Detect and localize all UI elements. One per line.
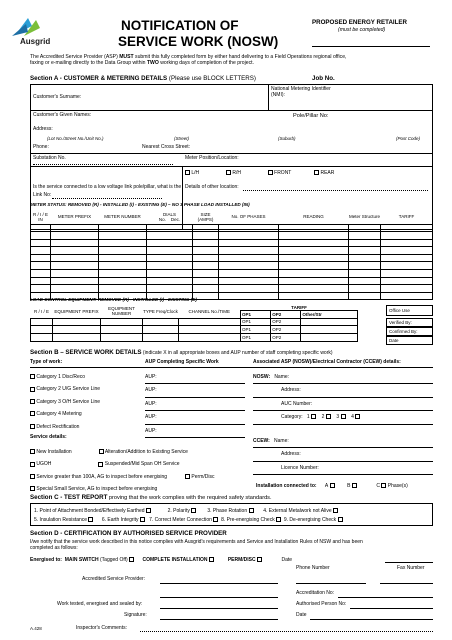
authorised-person-field[interactable] — [350, 608, 433, 609]
alteration-checkbox[interactable] — [99, 449, 104, 454]
authorised-person-label: Authorised Person No: — [296, 601, 347, 607]
cat2-checkbox[interactable] — [30, 387, 35, 392]
cat3-checkbox[interactable] — [30, 399, 35, 404]
col-meter-number: METER NUMBER — [104, 214, 141, 220]
address-label: Address: — [33, 126, 53, 132]
signature-field[interactable] — [160, 619, 278, 620]
meter-status-table — [30, 210, 433, 300]
table-row[interactable] — [31, 285, 433, 293]
accreditation-label: Accreditation No: — [296, 590, 335, 596]
greater-100a-checkbox[interactable] — [30, 474, 35, 479]
assoc-label: Associated ASP (NOSW)/Electrical Contractor (CCEW) details: — [253, 359, 401, 365]
intro-text: The Accredited Service Provider (ASP) MUST submit this fully completed form by either hand delivering to a Field Operations regional office, faxing or e-mailing directly to the Data Group within TWO working days of completion of the project. — [30, 54, 347, 66]
test7-checkbox[interactable] — [213, 517, 218, 522]
lc-col-rie: R / I / E — [33, 308, 49, 314]
phase-c-checkbox[interactable] — [381, 483, 386, 488]
table-row[interactable] — [31, 277, 433, 285]
installation-connected: Installation connected to: A B C Phase(s) — [256, 482, 408, 489]
date-field[interactable] — [385, 562, 433, 563]
aup-col-label: AUP Completing Specific Work — [145, 359, 219, 365]
work-types: Category 1 Disc/Reco Category 2 U/G Service Line Category 3 O/H Service Line Category 4 Metering Defect Rectification — [30, 371, 100, 433]
job-no-label: Job No. — [312, 75, 335, 82]
test4-checkbox[interactable] — [333, 508, 338, 513]
defect-checkbox[interactable] — [30, 424, 35, 429]
date2-field[interactable] — [310, 619, 433, 620]
form-title: NOTIFICATION OF SERVICE WORK (NOSW) — [118, 18, 279, 50]
link-no-field[interactable] — [52, 198, 162, 199]
signature-label: Signature: — [124, 612, 147, 618]
col-size: SIZE (AMPS) — [197, 211, 214, 222]
table-row[interactable] — [31, 232, 433, 240]
aup-fields: AUP: AUP: AUP: AUP: AUP: — [145, 371, 245, 438]
table-row[interactable] — [31, 239, 433, 247]
lh-checkbox[interactable] — [185, 170, 190, 175]
lc-col-tariff: TARIFF — [291, 305, 307, 310]
retailer-label: PROPOSED ENERGY RETAILER — [312, 19, 408, 26]
load-control-table: R / I / E EQUIPMENT PREFIX EQUIPMENT NUMBER TYPE Freq/Clock CHANNEL No./TIME TARIFF OP1 OP2 Other/Str OP1 OP2 OP1 OP2 OP1 OP2 — [30, 305, 358, 342]
col-reading: READING — [303, 214, 324, 220]
office-use-box: Office Use Verified By: Confirmed By: Date — [386, 305, 433, 345]
addr-street-hint: (Street) — [174, 136, 190, 141]
col-tariff: TARIFF — [398, 214, 415, 220]
category-3-checkbox[interactable] — [341, 414, 346, 419]
table-row[interactable]: OP1 OP2 — [31, 333, 358, 341]
table-row[interactable] — [31, 262, 433, 270]
test1-checkbox[interactable] — [146, 508, 151, 513]
form-number: A.428 — [30, 626, 42, 631]
suspended-checkbox[interactable] — [98, 462, 103, 467]
table-row[interactable]: OP1 OP2 — [31, 326, 358, 334]
retailer-sub: (must be completed) — [338, 27, 386, 33]
table-row[interactable] — [31, 254, 433, 262]
new-install-checkbox[interactable] — [30, 449, 35, 454]
phase-b-checkbox[interactable] — [352, 483, 357, 488]
link-no-label: Link No: — [33, 192, 52, 198]
other-location-label: Details of other location: — [185, 184, 239, 190]
test2-checkbox[interactable] — [191, 508, 196, 513]
table-row[interactable]: OP1 OP2 — [31, 318, 358, 326]
perm-disc-checkbox[interactable] — [185, 474, 190, 479]
addr-post-hint: (Post Code) — [396, 136, 421, 141]
work-tested-field[interactable] — [160, 608, 278, 609]
rh-checkbox[interactable] — [226, 170, 231, 175]
nmi-label: National Metering Identifier (NMI): — [271, 86, 331, 98]
energised-to: Energised to: MAIN SWITCH (Tagged Off) COMPLETE INSTALLATION PERM/DISC Date — [30, 556, 293, 563]
ccew-fields: CCEW: Name: Address: Licence Number: — [253, 435, 433, 475]
fax-number-label: Fax Number — [397, 565, 425, 571]
col-structure: Meter Structure — [348, 214, 380, 220]
inspector-comments-field[interactable] — [140, 631, 433, 632]
test-report-box: 1. Point of Attachment Bonded/Effectively Earthed 2. Polarity 3. Phase Rotation 4. External Metalwork not Alive 5. Insulation Resistance 6. Earth Integrity 7. Correct Meter Connection 8. Pre-energising Check 9. De-energising Check — [30, 503, 433, 526]
phone-field[interactable] — [296, 583, 366, 584]
cat1-checkbox[interactable] — [30, 374, 35, 379]
section-d-title: Section D - CERTIFICATION BY AUTHORISED SERVICE PROVIDER — [30, 530, 227, 537]
other-location-field[interactable] — [243, 190, 428, 191]
rear-checkbox[interactable] — [314, 170, 319, 175]
col-meter-prefix: METER PREFIX — [57, 214, 92, 220]
cat4-checkbox[interactable] — [30, 411, 35, 416]
lc-col-prefix: EQUIPMENT PREFIX — [54, 308, 99, 314]
logo-text: Ausgrid — [20, 37, 51, 46]
category-4-checkbox[interactable] — [355, 414, 360, 419]
table-row[interactable] — [31, 247, 433, 255]
substation-field[interactable] — [33, 164, 173, 165]
accreditation-field[interactable] — [338, 597, 433, 598]
inspector-comments-label: Inspector's Comments: — [76, 625, 127, 631]
meter-status-title: METER STATUS: REMOVED (R) - INSTALLED (I) - EXISTING (E) – NO 3 PHASE LOAD INSTALLED (IN) — [30, 202, 250, 207]
lc-col-channel: CHANNEL No./TIME — [188, 308, 231, 314]
test8-checkbox[interactable] — [276, 517, 281, 522]
service-details-label: Service details: — [30, 434, 67, 440]
col-dials: DIALS No. Dec. — [158, 211, 181, 222]
test5-checkbox[interactable] — [88, 517, 93, 522]
asp-field[interactable] — [160, 583, 278, 584]
perm-disc-d-checkbox[interactable] — [257, 557, 262, 562]
load-control-title: LOAD CONTROL EQUIPMENT: REMOVED (R) - INSTALLED (I) - EXISTING (E) — [30, 297, 197, 302]
category-2-checkbox[interactable] — [326, 414, 331, 419]
service-options: New Installation Alteration/Addition to Existing Service UGOH Suspended/Mid Span OH Service Service greater than 100A, AG to inspect before energising Perm/Disc Special Small Service, AG to inspect before energising — [30, 446, 214, 496]
addr-lot-hint: (Lot No./Street No./Unit No.) — [47, 136, 104, 141]
meter-position-options: L/H R/H FRONT REAR — [185, 170, 334, 177]
table-row[interactable] — [31, 224, 433, 232]
complete-install-checkbox[interactable] — [209, 557, 214, 562]
front-checkbox[interactable] — [268, 170, 273, 175]
fax-field[interactable] — [380, 583, 433, 584]
given-names-label: Customer's Given Names: — [33, 112, 92, 118]
nosw-fields: NOSW: Name: Address: AUC Number: Category: 1 2 3 4 — [253, 371, 433, 425]
certification-text: I/we notify that the service work described in this notice complies with Ausgrid's requirements and Service and Installation Rules of NSW and has been completed as follows: — [30, 539, 363, 551]
retailer-field[interactable] — [312, 46, 430, 47]
surname-label: Customer's Surname: — [33, 94, 82, 100]
col-rie: R / I / E IN — [32, 211, 48, 222]
date2-label: Date — [296, 612, 307, 618]
category-1-checkbox[interactable] — [311, 414, 316, 419]
phone-number-label: Phone Number — [296, 565, 330, 571]
test3-checkbox[interactable] — [249, 508, 254, 513]
col-phases: No. OF PHASES — [231, 214, 266, 220]
work-tested-label: Work tested, energised and sealed by: — [57, 601, 143, 607]
lv-question: Is the service connected to a low voltage link pole/pillar, what is the — [33, 184, 182, 190]
addr-suburb-hint: (Suburb) — [278, 136, 296, 141]
main-switch-checkbox[interactable] — [129, 557, 134, 562]
asp-label: Accredited Service Provider: — [82, 576, 146, 582]
section-a-title: Section A - CUSTOMER & METERING DETAILS (Please use BLOCK LETTERS) — [30, 75, 256, 82]
phone-label: Phone: — [33, 144, 49, 150]
special-small-checkbox[interactable] — [30, 486, 35, 491]
type-of-work-label: Type of work: — [30, 359, 63, 365]
cross-street-label: Nearest Cross Street: — [142, 144, 191, 150]
lc-col-type: TYPE Freq/Clock — [143, 308, 178, 314]
lc-col-number: EQUIPMENT NUMBER — [108, 306, 135, 317]
meter-position-label: Meter Position/Location: — [185, 155, 239, 161]
substation-label: Substation No. — [33, 155, 66, 161]
test6-checkbox[interactable] — [140, 517, 145, 522]
table-row[interactable] — [31, 270, 433, 278]
ugoh-checkbox[interactable] — [30, 462, 35, 467]
phase-a-checkbox[interactable] — [330, 483, 335, 488]
section-c-title: Section C - TEST REPORT proving that the work complies with the required safety standards. — [30, 494, 272, 501]
pole-label: Pole/Pillar No: — [293, 113, 329, 119]
test9-checkbox[interactable] — [338, 517, 343, 522]
section-b-title: Section B – SERVICE WORK DETAILS (indicate X in all appropriate boxes and AUP number of staff completing specific work) — [30, 349, 333, 356]
nmi-field[interactable] — [330, 86, 430, 106]
